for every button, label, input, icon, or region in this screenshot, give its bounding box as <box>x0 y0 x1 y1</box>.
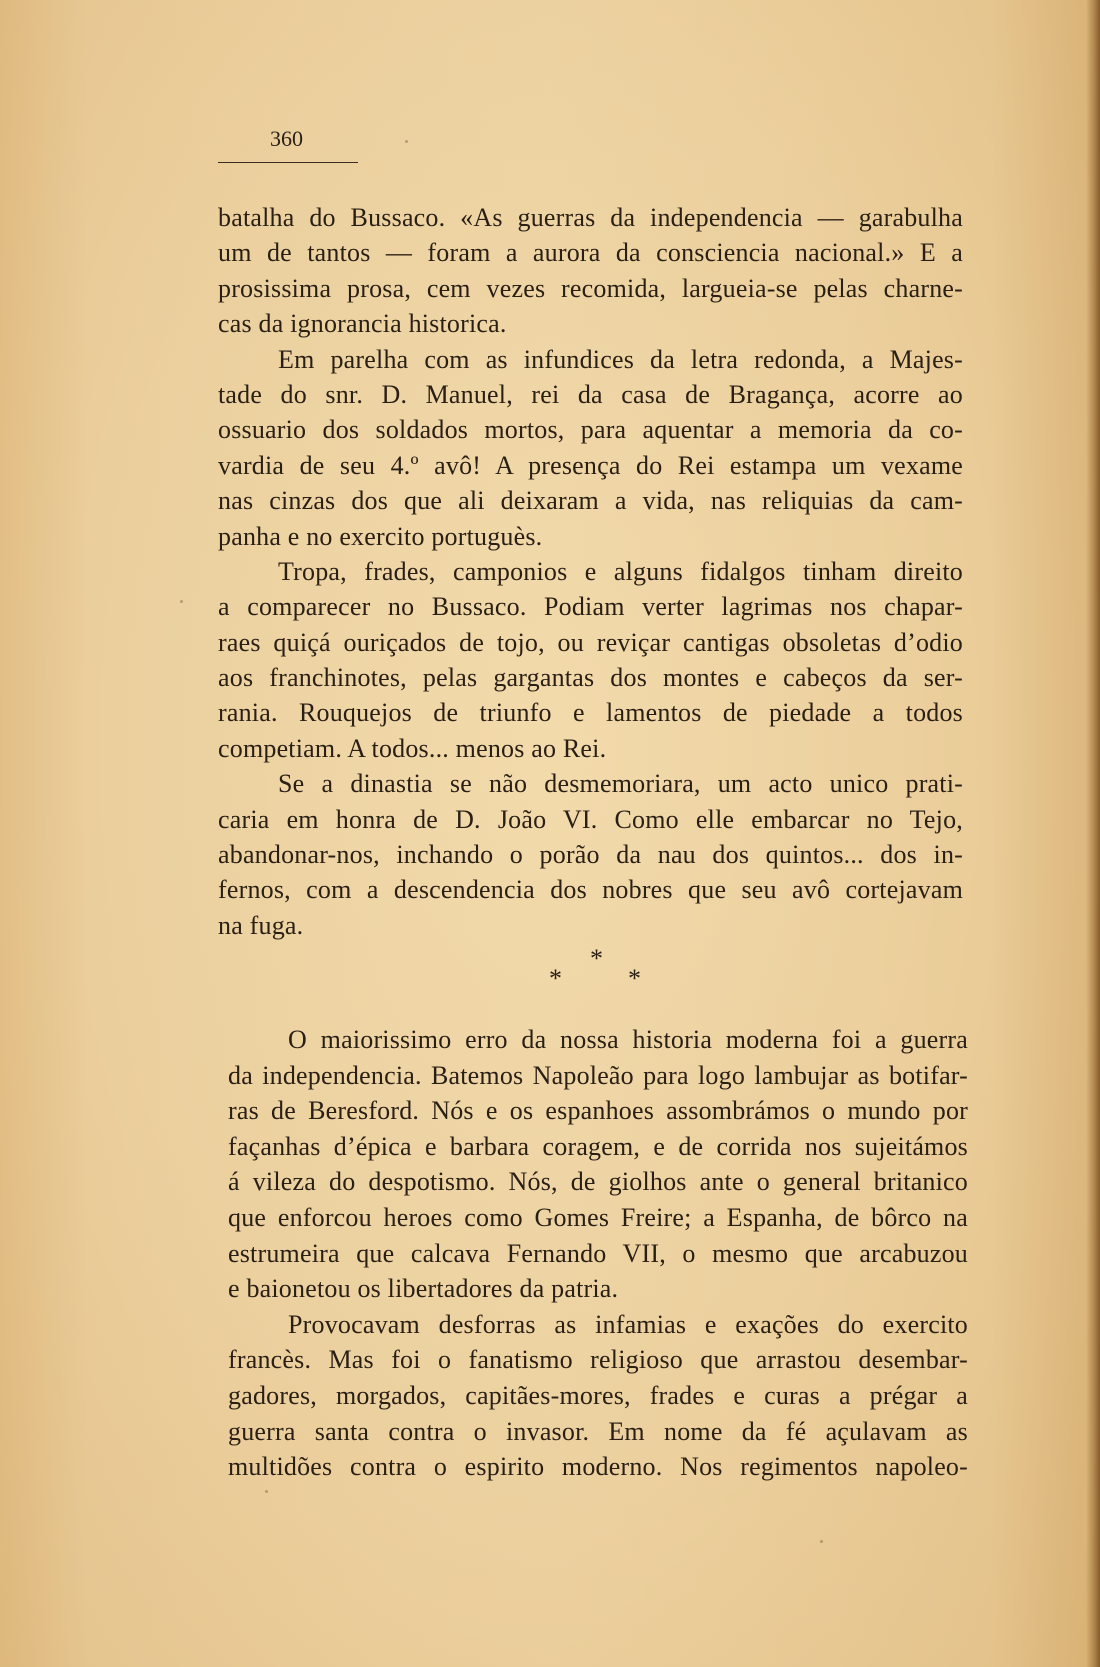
text-line: Em parelha com as infundices da letra redonda, a Majes- <box>278 344 963 374</box>
text-line: ras de Beresford. Nós e os espanhoes assombrámos o mundo por <box>228 1096 968 1126</box>
paragraph <box>218 342 963 554</box>
text-line: francès. Mas foi o fanatismo religioso que arrastou desembar- <box>228 1345 968 1375</box>
text-line: panha e no exercito portuguès. <box>218 521 543 551</box>
text-line: multidões contra o espirito moderno. Nos regimentos napoleo- <box>228 1452 968 1482</box>
text-line: gadores, morgados, capitães-mores, frades e curas a prégar a <box>228 1380 968 1410</box>
text-line: e baionetou os libertadores da patria. <box>228 1274 619 1304</box>
paper-speck <box>820 1540 823 1543</box>
text-line: á vileza do despotismo. Nós, de giolhos ante o general britanico <box>228 1167 968 1197</box>
text-line: que enforcou heroes como Gomes Freire; a Espanha, de bôrco na <box>228 1202 968 1232</box>
text-line: rania. Rouquejos de triunfo e lamentos de piedade a todos <box>218 698 963 728</box>
text-line: Se a dinastia se não desmemoriara, um acto unico prati- <box>278 769 963 799</box>
section-break-asterisks <box>0 946 1100 996</box>
text-line: nas cinzas dos que ali deixaram a vida, nas reliquias da cam- <box>218 486 963 516</box>
text-line: raes quiçá ouriçados de tojo, ou reviçar cantigas obsoletas d’odio <box>218 627 963 657</box>
paragraph <box>218 200 963 342</box>
text-line: Tropa, frades, camponios e alguns fidalgos tinham direito <box>278 556 963 586</box>
text-line: cas da ignorancia historica. <box>218 309 507 339</box>
text-line: estrumeira que calcava Fernando VII, o mesmo que arcabuzou <box>228 1238 968 1268</box>
text-line: batalha do Bussaco. «As guerras da independencia — garabulha <box>218 203 963 232</box>
text-line: prosissima prosa, cem vezes recomida, largueia-se pelas charne- <box>218 273 963 303</box>
text-line: da independencia. Batemos Napoleão para logo lambujar as botifar- <box>228 1060 968 1090</box>
text-line: na fuga. <box>218 910 304 940</box>
text-line: competiam. A todos... menos ao Rei. <box>218 733 607 763</box>
paper-speck <box>265 1490 268 1493</box>
asterisk: * <box>590 944 603 973</box>
text-line: tade do snr. D. Manuel, rei da casa de Bragança, acorre ao <box>218 379 963 409</box>
text-block-top <box>218 200 963 943</box>
text-block-bottom <box>228 1022 968 1485</box>
asterisk: * <box>628 964 641 993</box>
text-line: fernos, com a descendencia dos nobres que seu avô cortejavam <box>218 875 963 905</box>
text-line: façanhas d’épica e barbara coragem, e de corrida nos sujeitámos <box>228 1131 968 1161</box>
page-edge-shadow <box>1086 0 1100 1667</box>
asterisk: * <box>549 964 562 993</box>
paragraph <box>228 1022 968 1307</box>
text-line: um de tantos — foram a aurora da consciencia nacional.» E a <box>218 238 963 268</box>
header-rule <box>218 162 358 163</box>
paper-speck <box>405 140 408 143</box>
text-line: vardia de seu 4.º avô! A presença do Rei estampa um vexame <box>218 450 963 480</box>
text-line: a comparecer no Bussaco. Podiam verter lagrimas nos chapar- <box>218 592 963 622</box>
text-line: aos franchinotes, pelas gargantas dos montes e cabeços da ser- <box>218 663 963 693</box>
text-line: ossuario dos soldados mortos, para aquentar a memoria da co- <box>218 415 963 445</box>
text-line: Provocavam desforras as infamias e exações do exercito <box>288 1309 968 1339</box>
text-line: abandonar-nos, inchando o porão da nau dos quintos... dos in- <box>218 840 963 870</box>
paragraph <box>218 766 963 943</box>
paragraph <box>218 554 963 766</box>
text-line: O maiorissimo erro da nossa historia moderna foi a guerra <box>288 1025 968 1054</box>
text-line: guerra santa contra o invasor. Em nome da fé açulavam as <box>228 1416 968 1446</box>
text-line: caria em honra de D. João VI. Como elle embarcar no Tejo, <box>218 804 963 834</box>
page-number: 360 <box>270 126 303 151</box>
paper-speck <box>180 600 183 603</box>
paragraph <box>228 1307 968 1485</box>
